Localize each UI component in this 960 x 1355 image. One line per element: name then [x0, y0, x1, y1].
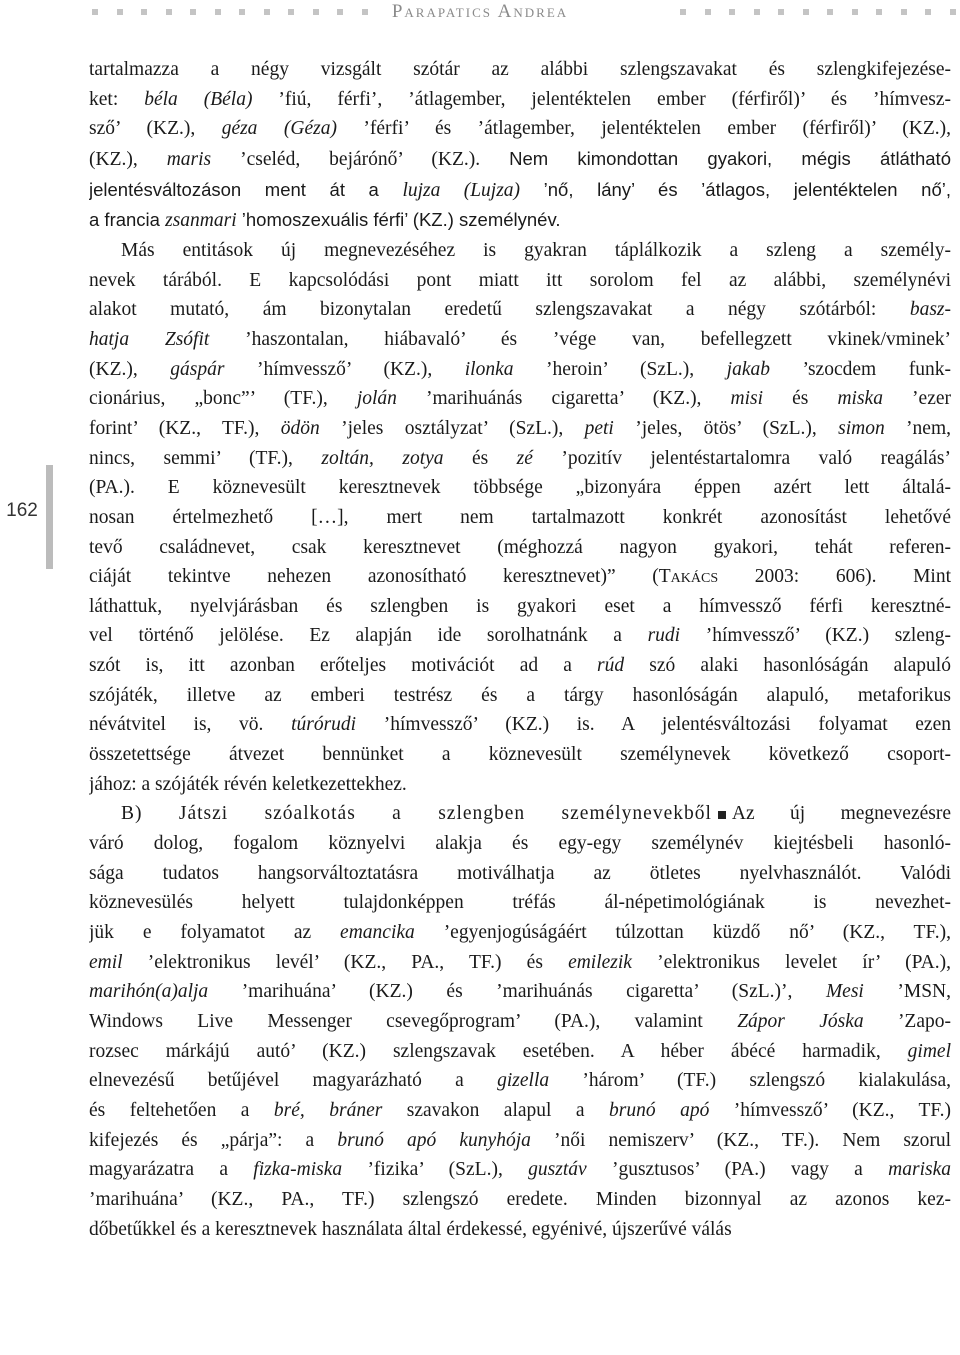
italic-term: gáspár — [170, 358, 225, 380]
text-run: ’homoszexuális férfi’ (KZ.) személynév. — [236, 209, 561, 231]
italic-term: mariska — [888, 1159, 951, 1181]
text-line — [89, 888, 951, 918]
text-line — [89, 236, 951, 266]
text-run: rozsec márkájú autó’ (KZ.) szlengszavak esetében. A héber ábécé harmadik, — [89, 1040, 908, 1062]
text-run: sága tudatos hangsorváltoztatásra motiválhatja az ötletes nyelvhasználót. Valódi — [89, 862, 951, 884]
italic-term: zé — [516, 447, 533, 469]
italic-term: bré, bráner — [273, 1099, 383, 1121]
italic-term: fizka-miska — [253, 1159, 343, 1181]
text-run: ’ezer — [882, 388, 951, 410]
text-run: B) Játszi szóalkotás a szlengben személynevekből — [121, 803, 712, 825]
text-run: nincs, semmi’ (TF.), — [89, 447, 322, 469]
page-number: 162 — [6, 500, 38, 521]
italic-term: emil — [89, 951, 123, 973]
italic-term: Zápor Jóska — [737, 1011, 864, 1032]
text-line — [89, 948, 951, 978]
text-run: névátvitel is, vö. — [89, 714, 292, 736]
text-line — [89, 1037, 951, 1067]
italic-term: lujza (Lujza) — [402, 179, 521, 201]
text-line — [89, 651, 951, 681]
text-line — [89, 562, 951, 592]
text-run: 2003: 606). Mint — [718, 566, 951, 588]
text-run: ’férfi’ és ’átlagember, jelentéktelen ember (férfiről)’ (KZ.), — [336, 118, 951, 140]
text-run: ’hímvessző’ (KZ.) szleng- — [680, 625, 951, 647]
italic-term: rudi — [647, 625, 681, 647]
text-run: ket: — [89, 88, 145, 110]
text-run: ’Zapo- — [863, 1011, 951, 1032]
header-dot — [803, 9, 809, 15]
text-line — [89, 1126, 951, 1156]
text-run: Nem kimondottan gyakori, mégis átlátható — [509, 147, 951, 169]
text-run: köznevesülés helyett tulajdonképpen tréfás ál-népetimológiának is nevezhet- — [89, 892, 951, 914]
text-run: elnevezésű betűjével magyarázható a — [89, 1070, 498, 1092]
text-line — [89, 621, 951, 651]
text-line — [89, 1096, 951, 1126]
text-run: ’elektronikus levél’ (KZ., PA., TF.) és — [122, 951, 569, 973]
header-dot — [778, 9, 784, 15]
running-header — [0, 0, 960, 24]
italic-term: túrórudi — [291, 714, 357, 736]
header-dot — [680, 9, 686, 15]
header-dot — [876, 9, 882, 15]
header-dot — [925, 9, 931, 15]
text-line — [89, 1007, 951, 1037]
text-line — [89, 977, 951, 1007]
text-run: Windows Live Messenger csevegőprogram’ (PA.), valamint — [89, 1011, 738, 1032]
text-run: ’MSN, — [863, 981, 951, 1003]
text-run: (PA.). E köznevesült keresztnevek többsége „bizonyára éppen azért lett általá- — [89, 477, 951, 499]
text-run: dőbetűkkel és a keresztnevek használata által érdekessé, egyénivé, újszerűvé válás — [89, 1218, 732, 1240]
text-line — [89, 414, 951, 444]
italic-term: miska — [837, 388, 883, 410]
italic-term: ödön — [280, 417, 320, 439]
italic-term: zsanmari — [165, 210, 237, 232]
body-text — [89, 55, 951, 1355]
italic-term: gimel — [907, 1040, 951, 1062]
italic-term: hatja Zsófit — [89, 328, 210, 350]
text-run: váró dolog, fogalom köznyelvi alakja és egy-egy személynév kiejtésbeli hasonló- — [89, 833, 951, 855]
text-run: Más entitások új megnevezéséhez is gyakran táplálkozik a szleng a személy- — [121, 239, 951, 261]
text-run: ’cseléd, bejárónő’ (KZ.). — [211, 148, 510, 170]
text-run: sző’ (KZ.), — [89, 118, 222, 140]
italic-term: simon — [838, 417, 885, 439]
text-run: ’jeles, ötös’ (SzL.), — [613, 417, 839, 439]
header-dot — [729, 9, 735, 15]
italic-term: Mesi — [825, 981, 864, 1003]
text-run: láthattuk, nyelvjárásban és szlengben is gyakori eset a hímvessző férfi keresztné- — [89, 595, 951, 617]
text-run: szót is, itt azonban erőteljes motivációt ad a — [89, 655, 598, 677]
italic-term: rúd — [597, 655, 625, 677]
italic-term: gizella — [497, 1070, 550, 1092]
text-line — [89, 681, 951, 711]
text-line — [89, 859, 951, 889]
text-run: jához: a szójáték révén keletkezettekhez. — [89, 773, 407, 795]
text-run: ’hímvessző’ (KZ.) is. A jelentésváltozási folyamat ezen — [356, 714, 951, 736]
italic-term: géza (Géza) — [221, 118, 337, 140]
text-line — [89, 740, 951, 770]
section-bullet-icon — [718, 811, 726, 819]
text-line — [89, 175, 951, 206]
header-dot — [852, 9, 858, 15]
text-line — [89, 1185, 951, 1215]
text-run: összetettsége átvezet bennünket a köznevesült személynevek következő csoport- — [89, 744, 951, 766]
header-dot — [705, 9, 711, 15]
margin-bar — [46, 465, 53, 569]
paragraph — [89, 55, 951, 236]
italic-term: peti — [584, 417, 614, 439]
italic-term: zoltán, zotya — [321, 447, 444, 469]
text-run: ’szocdem funk- — [770, 358, 951, 380]
text-run: jük e folyamatot az — [89, 922, 341, 944]
text-run: és — [443, 447, 517, 469]
paragraph — [89, 236, 951, 799]
text-run: ’pozitív jelentéstartalomra való reagálás’ — [532, 447, 951, 469]
text-run: ’elektronikus levelet ír’ (PA.), — [631, 951, 951, 973]
text-run: szójáték, illetve az emberi testrész és a tárgy hasonlóságán alapuló, metaforikus — [89, 684, 951, 706]
text-run: ’heroin’ (SzL.), — [513, 358, 727, 380]
italic-term: maris — [166, 148, 212, 170]
text-line — [89, 473, 951, 503]
text-line — [89, 205, 951, 236]
text-line — [89, 1155, 951, 1185]
text-run: Takács — [658, 566, 719, 588]
text-line — [89, 144, 951, 175]
text-line — [89, 533, 951, 563]
header-dot — [754, 9, 760, 15]
text-run: szavakon alapul a — [382, 1099, 610, 1121]
text-line — [89, 918, 951, 948]
text-run: ciáját tekintve nehezen azonosítható keresztnevet)” ( — [89, 566, 659, 588]
italic-term: ilonka — [464, 358, 514, 380]
text-run: ’hímvessző’ (KZ.), — [224, 358, 465, 380]
text-line — [89, 444, 951, 474]
text-run: alakot mutató, ám bizonytalan eredetű szlengszavakat a négy szótárból: — [89, 299, 910, 321]
text-run: ’marihuána’ (KZ.) és ’marihuánás cigaretta’ (SzL.)’, — [208, 981, 826, 1003]
text-run: ’fizika’ (SzL.), — [342, 1159, 529, 1181]
text-run: Az új megnevezésre — [731, 803, 951, 825]
text-run: ’egyenjogúságáért túlzottan küzdő nő’ (KZ., TF.), — [414, 922, 951, 944]
text-run: és feltehetően a — [89, 1099, 274, 1121]
text-line — [89, 799, 951, 829]
text-run: kifejezés és „párja”: a — [89, 1129, 338, 1151]
text-run: és — [763, 388, 838, 410]
italic-term: basz- — [909, 299, 951, 321]
text-run: tartalmazza a négy vizsgált szótár az alábbi szlengszavakat és szlengkifejezése- — [89, 59, 951, 80]
text-line — [89, 355, 951, 385]
text-run: forint’ (KZ., TF.), — [89, 417, 281, 439]
text-line — [89, 592, 951, 622]
text-run: ’haszontalan, hiábavaló’ és ’vége van, befellegzett vkinek/vminek’ — [209, 328, 951, 350]
text-line — [89, 710, 951, 740]
text-line — [89, 266, 951, 296]
header-dot — [901, 9, 907, 15]
paragraph — [89, 799, 951, 1244]
text-line — [89, 829, 951, 859]
italic-term: emancika — [340, 922, 415, 944]
header-dot — [950, 9, 956, 15]
text-line — [89, 1215, 951, 1245]
text-run: cionárius, „bonc”’ (TF.), — [89, 388, 357, 410]
text-line — [89, 114, 951, 144]
italic-term: gusztáv — [528, 1159, 587, 1181]
text-run: ’hímvessző’ (KZ., TF.) — [709, 1099, 951, 1121]
text-run: (KZ.), — [89, 358, 171, 380]
text-run: ’marihuána’ (KZ., PA., TF.) szlengszó eredete. Minden bizonnyal az azonos kez- — [89, 1188, 951, 1210]
text-run: magyarázatra a — [89, 1159, 254, 1181]
italic-term: jakab — [726, 358, 770, 380]
italic-term: misi — [730, 388, 764, 410]
text-run: nevek tárából. E kapcsolódási pont miatt itt sorolom fel az alábbi, személynévi — [89, 269, 951, 291]
italic-term: brunó apó kunyhója — [337, 1129, 531, 1151]
header-dot — [827, 9, 833, 15]
text-line — [89, 85, 951, 115]
text-line — [89, 384, 951, 414]
text-run: ’marihuánás cigaretta’ (KZ.), — [396, 388, 731, 410]
text-run: tevő családnevet, csak keresztnevet (méghozzá nagyon gyakori, tehát referen- — [89, 536, 951, 558]
text-run: ’jeles osztályzat’ (SzL.), — [319, 417, 585, 439]
text-run: nosan értelmezhető […], mert nem tartalmazott konkrét azonosítást lehetővé — [89, 506, 951, 528]
text-run: a francia — [89, 209, 166, 231]
italic-term: béla (Béla) — [144, 88, 253, 110]
text-line — [89, 325, 951, 355]
text-run: ’nem, — [884, 417, 951, 439]
text-run: ’gusztusos’ (PA.) vagy a — [586, 1159, 889, 1181]
text-run: szó alaki hasonlóságán alapuló — [624, 655, 951, 677]
italic-term: marihón(a)alja — [89, 981, 209, 1003]
text-line — [89, 770, 951, 800]
text-run: ’három’ (TF.) szlengszó kialakulása, — [549, 1070, 951, 1092]
running-head-title: Parapatics Andrea — [391, 1, 569, 22]
text-line — [89, 1066, 951, 1096]
text-run: jelentésváltozáson ment át a — [89, 178, 403, 200]
italic-term: jolán — [356, 388, 397, 410]
text-run: (KZ.), — [89, 148, 167, 170]
text-line — [89, 55, 951, 85]
text-line — [89, 295, 951, 325]
italic-term: brunó apó — [609, 1099, 710, 1121]
text-line — [89, 503, 951, 533]
text-run: ’nő, lány’ és ’átlagos, jelentéktelen nő’, — [520, 178, 951, 200]
italic-term: emilezik — [568, 951, 632, 973]
text-run: ’fiú, férfi’, ’átlagember, jelentéktelen ember (férfiről)’ és ’hímvesz- — [252, 88, 951, 110]
text-run: ’női nemiszerv’ (KZ., TF.). Nem szorul — [530, 1129, 951, 1151]
text-run: vel történő jelölése. Ez alapján ide sorolhatnánk a — [89, 625, 648, 647]
